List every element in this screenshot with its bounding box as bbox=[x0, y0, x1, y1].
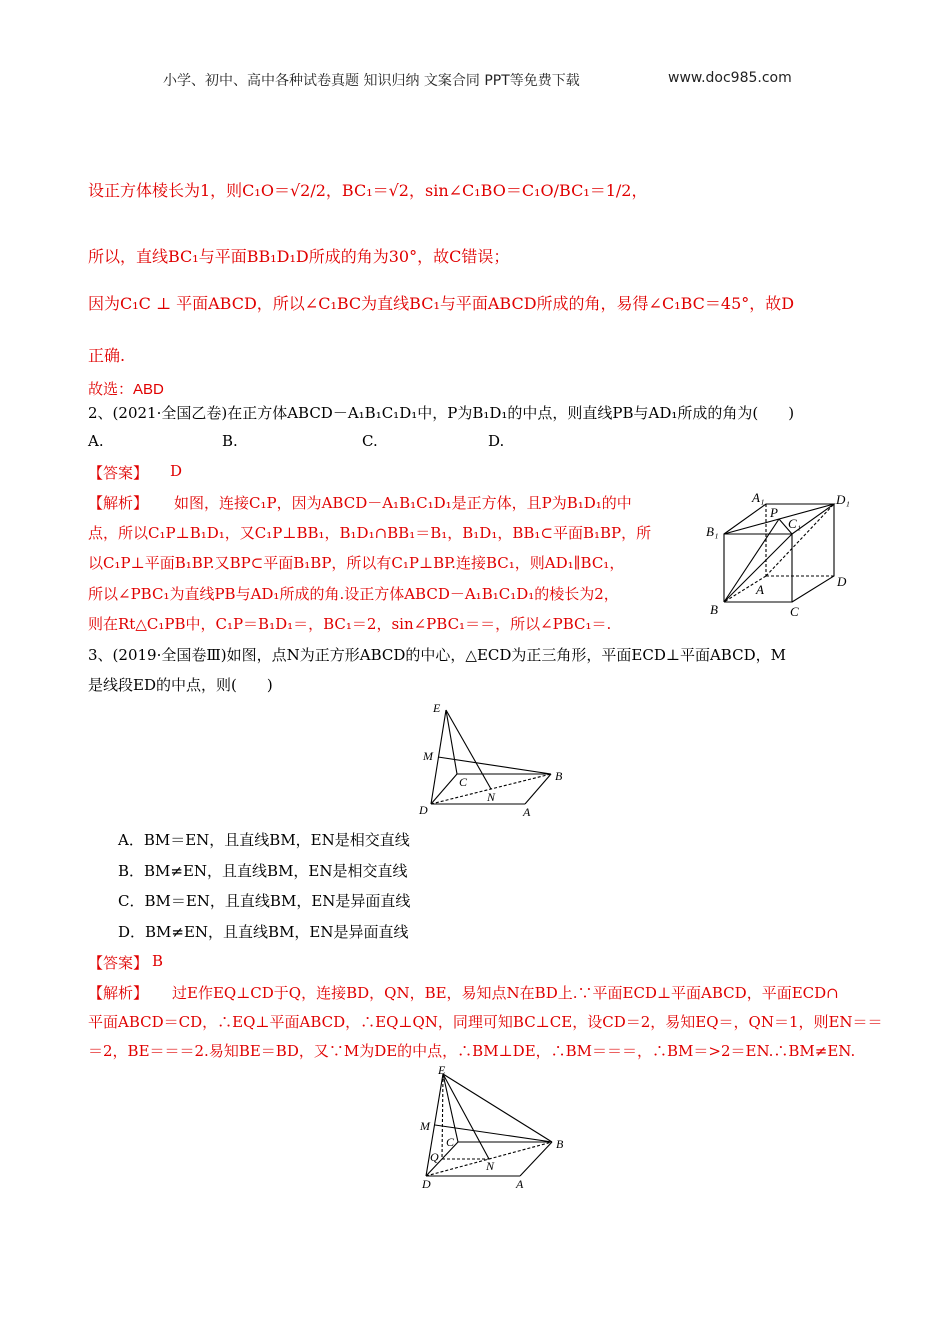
q1-line3: 因为C₁C ⊥ 平面ABCD，所以∠C₁BC为直线BC₁与平面ABCD所成的角，易得∠C₁BC＝45°，故D bbox=[88, 294, 795, 313]
fig2-label: C bbox=[446, 1135, 455, 1149]
fig2-line-eq bbox=[442, 1074, 443, 1159]
q2-option-a: A. bbox=[88, 432, 104, 450]
q3-stem-line1: 3、(2019·全国卷Ⅲ)如图，点N为正方形ABCD的中心，△ECD为正三角形，平面ECD⊥平面ABCD，M bbox=[88, 646, 786, 664]
fig1-label: M bbox=[423, 749, 433, 763]
q1-line1: 设正方体棱长为1，则C₁O＝√2/2，BC₁＝√2，sin∠C₁BO＝C₁O/BC₁＝1/2， bbox=[88, 181, 648, 200]
fig2-label: M bbox=[420, 1119, 430, 1133]
cube-label: A bbox=[756, 582, 764, 597]
q2-answer-value: D bbox=[170, 462, 183, 480]
q2-analysis-line: 以C₁P⊥平面B₁BP.又BP⊂平面B₁BP，所以有C₁P⊥BP.连接BC₁，则AD₁∥BC₁， bbox=[88, 554, 625, 572]
cube-figure bbox=[700, 488, 860, 620]
q2-analysis-line: 则在Rt△C₁PB中，C₁P＝B₁D₁＝，BC₁＝2，sin∠PBC₁＝＝，所以∠PBC₁＝. bbox=[88, 615, 612, 633]
cube-label: D₁ bbox=[836, 492, 850, 507]
cube-label: C bbox=[790, 604, 799, 619]
cube-label: A₁ bbox=[752, 490, 765, 505]
fig2-label: B bbox=[556, 1137, 564, 1151]
fig2-label: D bbox=[422, 1177, 431, 1191]
header-site-text: 小学、初中、高中各种试卷真题 知识归纳 文案合同 PPT等免费下载 bbox=[163, 73, 580, 89]
q3-analysis-line: ＝2，BE＝＝＝2.易知BE＝BD，又∵M为DE的中点，∴BM⊥DE，∴BM＝＝＝，∴BM＝>2＝EN.∴BM≠EN. bbox=[88, 1042, 856, 1060]
q3-stem-line2: 是线段ED的中点，则( ) bbox=[88, 676, 273, 694]
q3-answer-label: 【答案】 bbox=[88, 954, 149, 972]
q3-option-b: B．BM≠EN，且直线BM，EN是相交直线 bbox=[118, 862, 408, 880]
fig1-label: D bbox=[419, 803, 428, 817]
q1-line2: 所以，直线BC₁与平面BB₁D₁D所成的角为30°，故C错误； bbox=[88, 247, 510, 266]
q2-answer-label: 【答案】 bbox=[88, 464, 149, 482]
fig2-label: A bbox=[516, 1177, 524, 1191]
fig1-edge-ab bbox=[525, 774, 551, 804]
q3-analysis-line: 过E作EQ⊥CD于Q，连接BD，QN，BE，易知点N在BD上.∵平面ECD⊥平面ABCD，平面ECD∩ bbox=[172, 984, 839, 1002]
q2-option-c: C. bbox=[362, 432, 378, 450]
cube-label: B bbox=[710, 602, 718, 617]
q2-analysis-line: 点，所以C₁P⊥B₁D₁，又C₁P⊥BB₁，B₁D₁∩BB₁＝B₁，B₁D₁，BB₁⊂平面B₁BP，所 bbox=[88, 524, 652, 542]
fig1-label: E bbox=[433, 701, 441, 715]
fig1-line-mb bbox=[438, 757, 551, 774]
q2-analysis-line: 所以∠PBC₁为直线PB与AD₁所成的角.设正方体ABCD－A₁B₁C₁D₁的棱长为2， bbox=[88, 585, 619, 603]
cube-label: B₁ bbox=[706, 524, 719, 539]
q3-option-c: C．BM＝EN，且直线BM，EN是异面直线 bbox=[118, 892, 411, 910]
fig2-edge-eb bbox=[443, 1074, 552, 1142]
q2-analysis-line: 如图，连接C₁P，因为ABCD－A₁B₁C₁D₁是正方体，且P为B₁D₁的中 bbox=[174, 494, 632, 512]
q2-analysis-label: 【解析】 bbox=[88, 494, 149, 512]
q3-analysis-line: 平面ABCD＝CD，∴EQ⊥平面ABCD，∴EQ⊥QN，同理可知BC⊥CE，设CD＝2，易知EQ＝，QN＝1，则EN＝＝ bbox=[88, 1013, 883, 1031]
q2-option-b: B. bbox=[222, 432, 238, 450]
q3-option-d: D．BM≠EN，且直线BM，EN是异面直线 bbox=[118, 923, 409, 941]
fig1-label: N bbox=[487, 790, 496, 804]
header-site-url[interactable]: www.doc985.com bbox=[668, 70, 792, 86]
q1-choice: 故选：ABD bbox=[88, 381, 164, 398]
cube-label: C₁ bbox=[788, 516, 802, 531]
fig1-label: C bbox=[459, 775, 468, 789]
q3-figure-2 bbox=[410, 1062, 580, 1194]
cube-label: D bbox=[837, 574, 847, 589]
fig2-edge-ec bbox=[443, 1074, 458, 1142]
fig2-label: N bbox=[486, 1159, 495, 1173]
q3-figure-1 bbox=[415, 700, 575, 820]
q2-option-d: D. bbox=[488, 432, 505, 450]
fig2-label: Q bbox=[430, 1150, 439, 1164]
q3-analysis-label: 【解析】 bbox=[88, 984, 149, 1002]
q3-option-a: A．BM＝EN，且直线BM，EN是相交直线 bbox=[118, 831, 410, 849]
fig1-label: A bbox=[523, 805, 531, 819]
fig2-edge-ab bbox=[520, 1142, 552, 1176]
fig2-label: E bbox=[438, 1063, 446, 1077]
fig1-label: B bbox=[555, 769, 563, 783]
cube-label: P bbox=[770, 505, 778, 520]
q1-line4: 正确. bbox=[88, 346, 126, 365]
q3-answer-value: B bbox=[152, 952, 164, 970]
q2-stem: 2、(2021·全国乙卷)在正方体ABCD－A₁B₁C₁D₁中，P为B₁D₁的中点，则直线PB与AD₁所成的角为( ) bbox=[88, 404, 795, 422]
